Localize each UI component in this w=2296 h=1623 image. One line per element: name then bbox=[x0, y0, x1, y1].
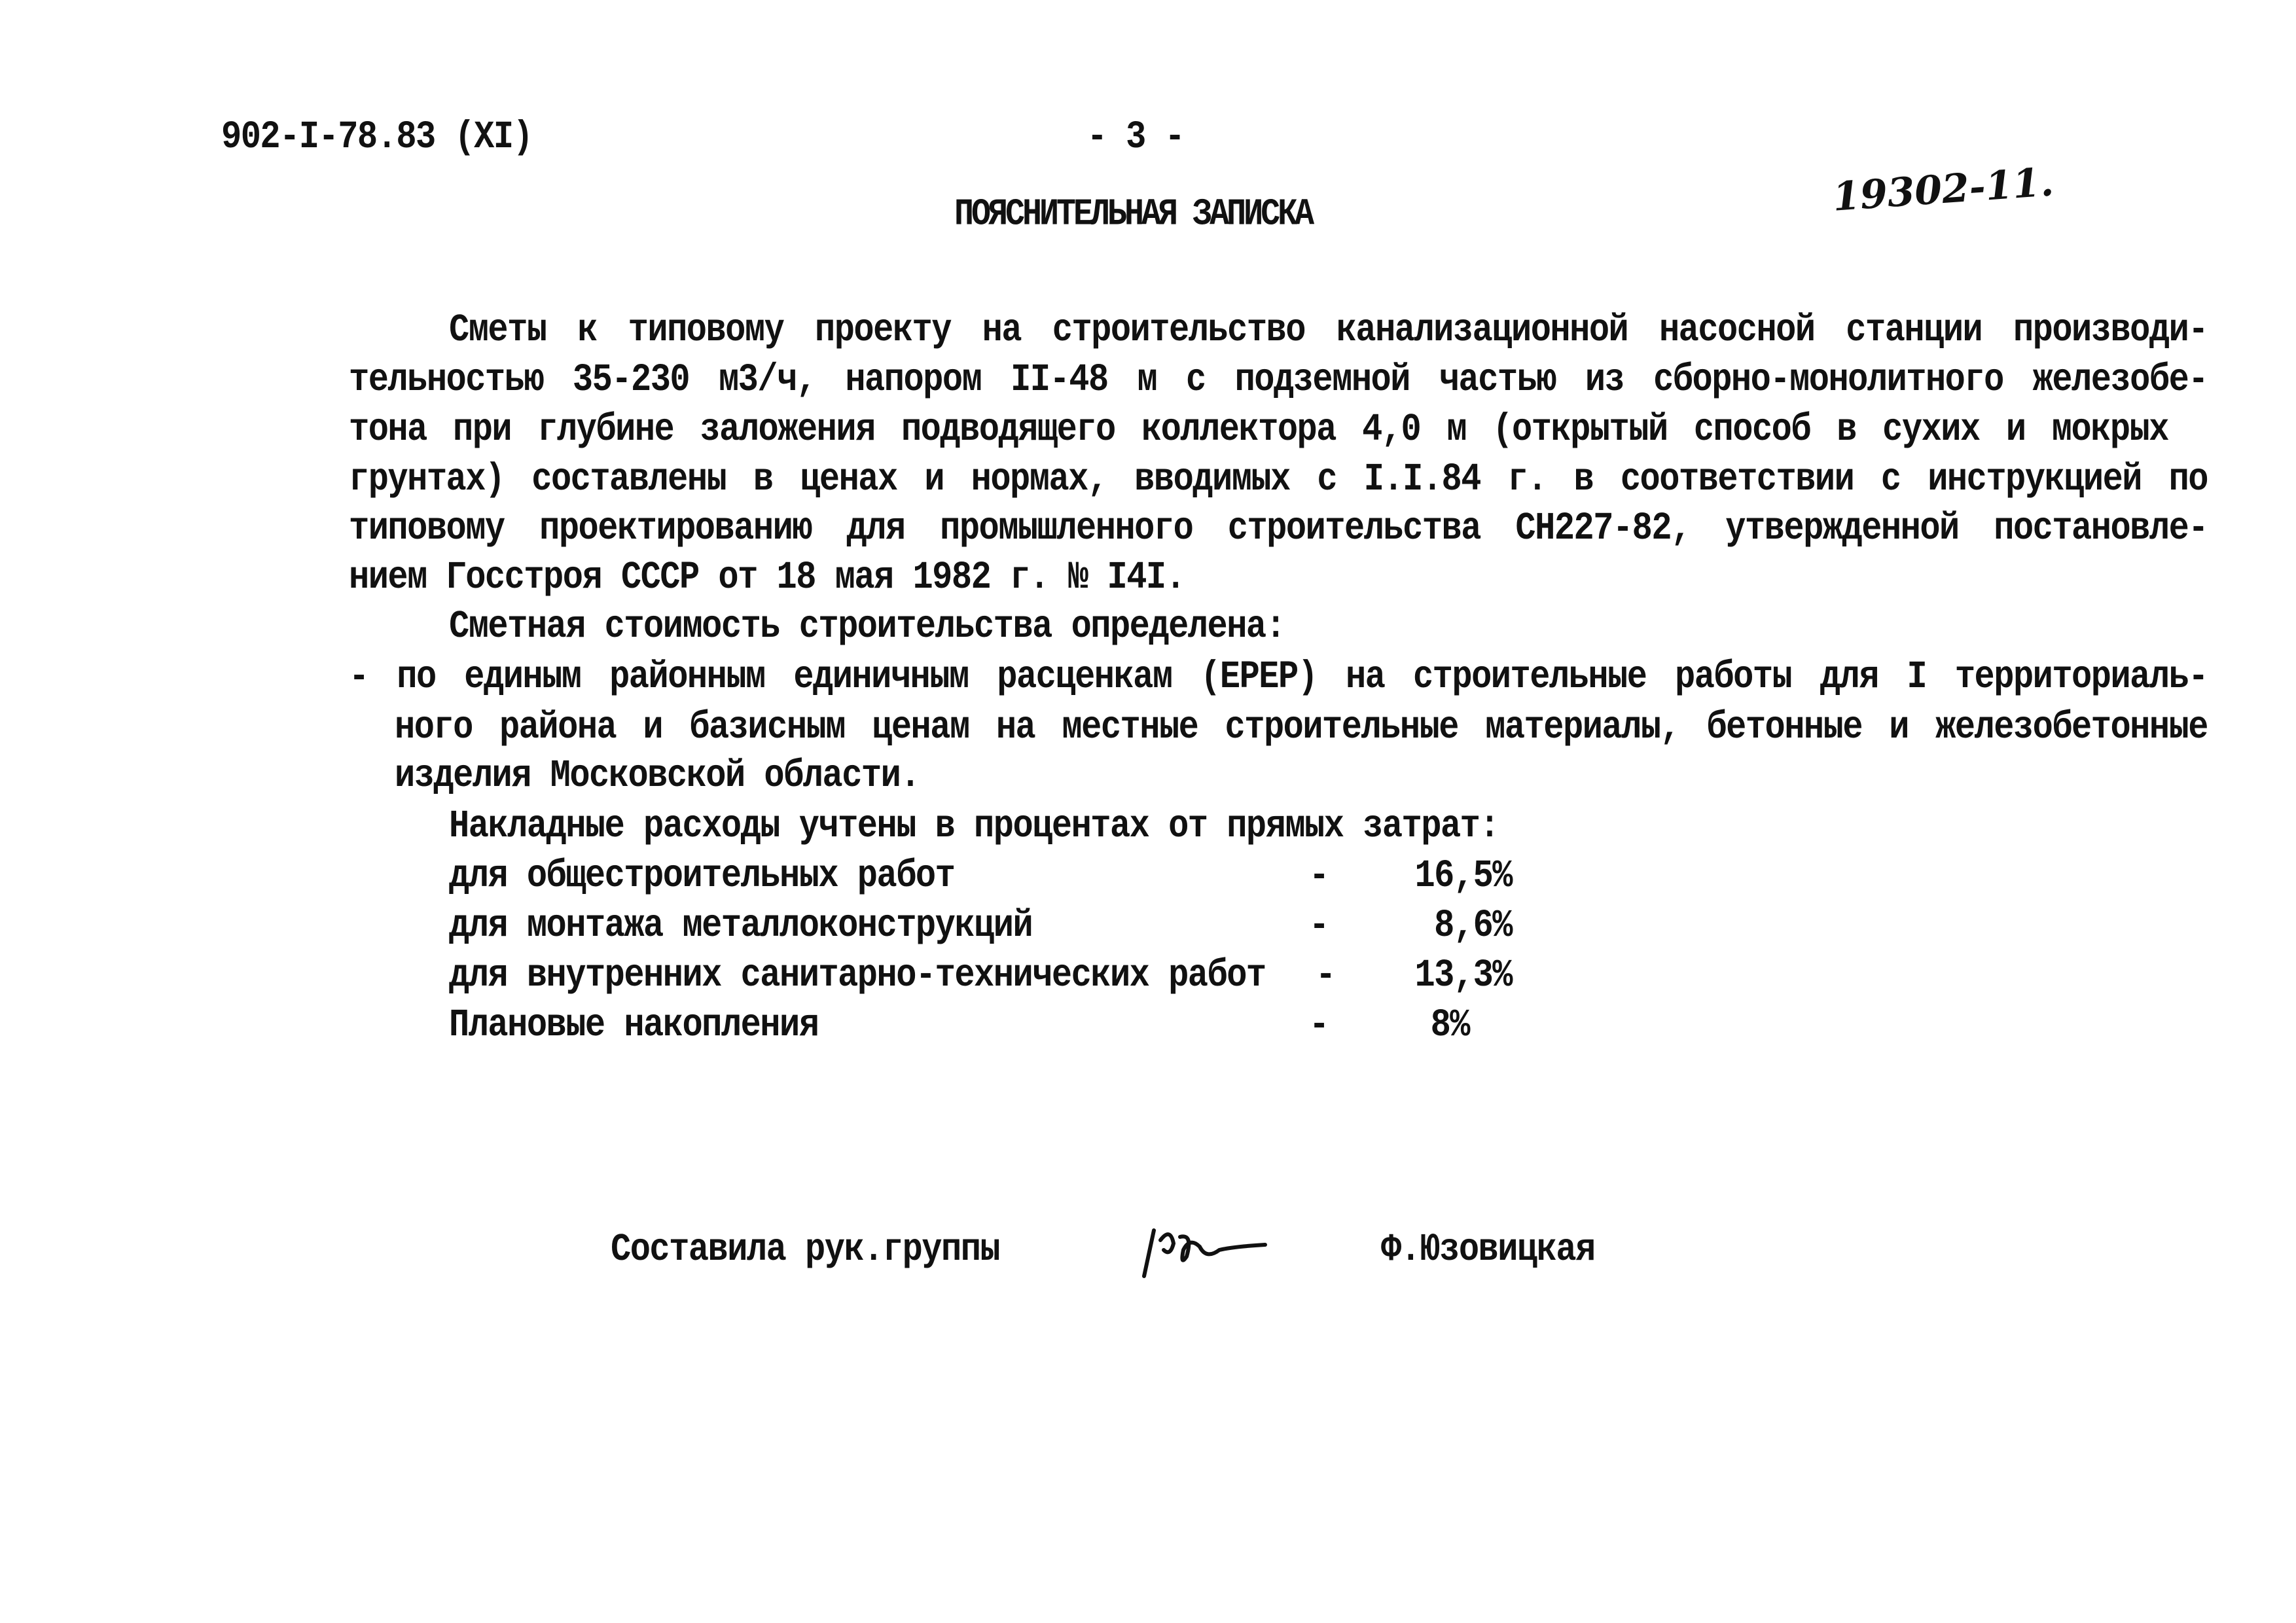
overhead-label: Плановые накопления bbox=[449, 1003, 819, 1048]
document-code: 902-I-78.83 (XI) bbox=[221, 115, 533, 160]
overhead-value: 16,5% bbox=[1414, 853, 1512, 899]
handwritten-signature bbox=[1141, 1211, 1278, 1283]
overhead-label: для внутренних санитарно-технических работ bbox=[449, 953, 1266, 998]
overhead-dash: - bbox=[1309, 1003, 1329, 1048]
overhead-value: 8% bbox=[1430, 1003, 1469, 1048]
overhead-dash: - bbox=[1316, 953, 1335, 998]
overhead-label: для монтажа металлоконструкций bbox=[449, 903, 1033, 948]
cost-definition-heading: Сметная стоимость строительства определена: bbox=[449, 604, 1285, 649]
text-line: грунтах) составлены в ценах и нормах, вводимых с I.I.84 г. в соответствии с инструкцией по bbox=[349, 457, 2208, 502]
overhead-label: для общестроительных работ bbox=[449, 853, 955, 899]
page-number: - 3 - bbox=[1086, 115, 1185, 160]
page-title: ПОЯСНИТЕЛЬНАЯ ЗАПИСКА bbox=[954, 193, 1312, 236]
text-line: ного района и базисным ценам на местные строительные материалы, бетонные и железобетонные bbox=[395, 705, 2208, 750]
text-line: нием Госстроя СССР от 18 мая 1982 г. № I4I. bbox=[349, 555, 1185, 600]
overhead-value: 8,6% bbox=[1434, 903, 1512, 948]
signer-name: Ф.Юзовицкая bbox=[1381, 1227, 1595, 1272]
text-line: типовому проектированию для промышленного строительства СН227-82, утвержденной постановле- bbox=[349, 506, 2208, 551]
text-line: - по единым районным единичным расценкам (ЕРЕР) на строительные работы для I территориаль- bbox=[349, 654, 2208, 700]
inventory-number: 19302-11. bbox=[1831, 159, 2056, 221]
text-line: тона при глубине заложения подводящего коллектора 4,0 м (открытый способ в сухих и мокрых bbox=[349, 407, 2168, 452]
text-line: Сметы к типовому проекту на строительство канализационной насосной станции производи- bbox=[449, 308, 2208, 353]
overhead-dash: - bbox=[1309, 903, 1329, 948]
overhead-dash: - bbox=[1309, 853, 1329, 899]
signer-role: Составила рук.группы bbox=[611, 1227, 1000, 1272]
overhead-value: 13,3% bbox=[1414, 953, 1512, 998]
overhead-intro: Накладные расходы учтены в процентах от прямых затрат: bbox=[449, 804, 1499, 849]
text-line: изделия Московской области. bbox=[395, 753, 920, 798]
text-line: тельностью 35-230 м3/ч, напором II-48 м с подземной частью из сборно-монолитного железобе- bbox=[349, 357, 2208, 402]
